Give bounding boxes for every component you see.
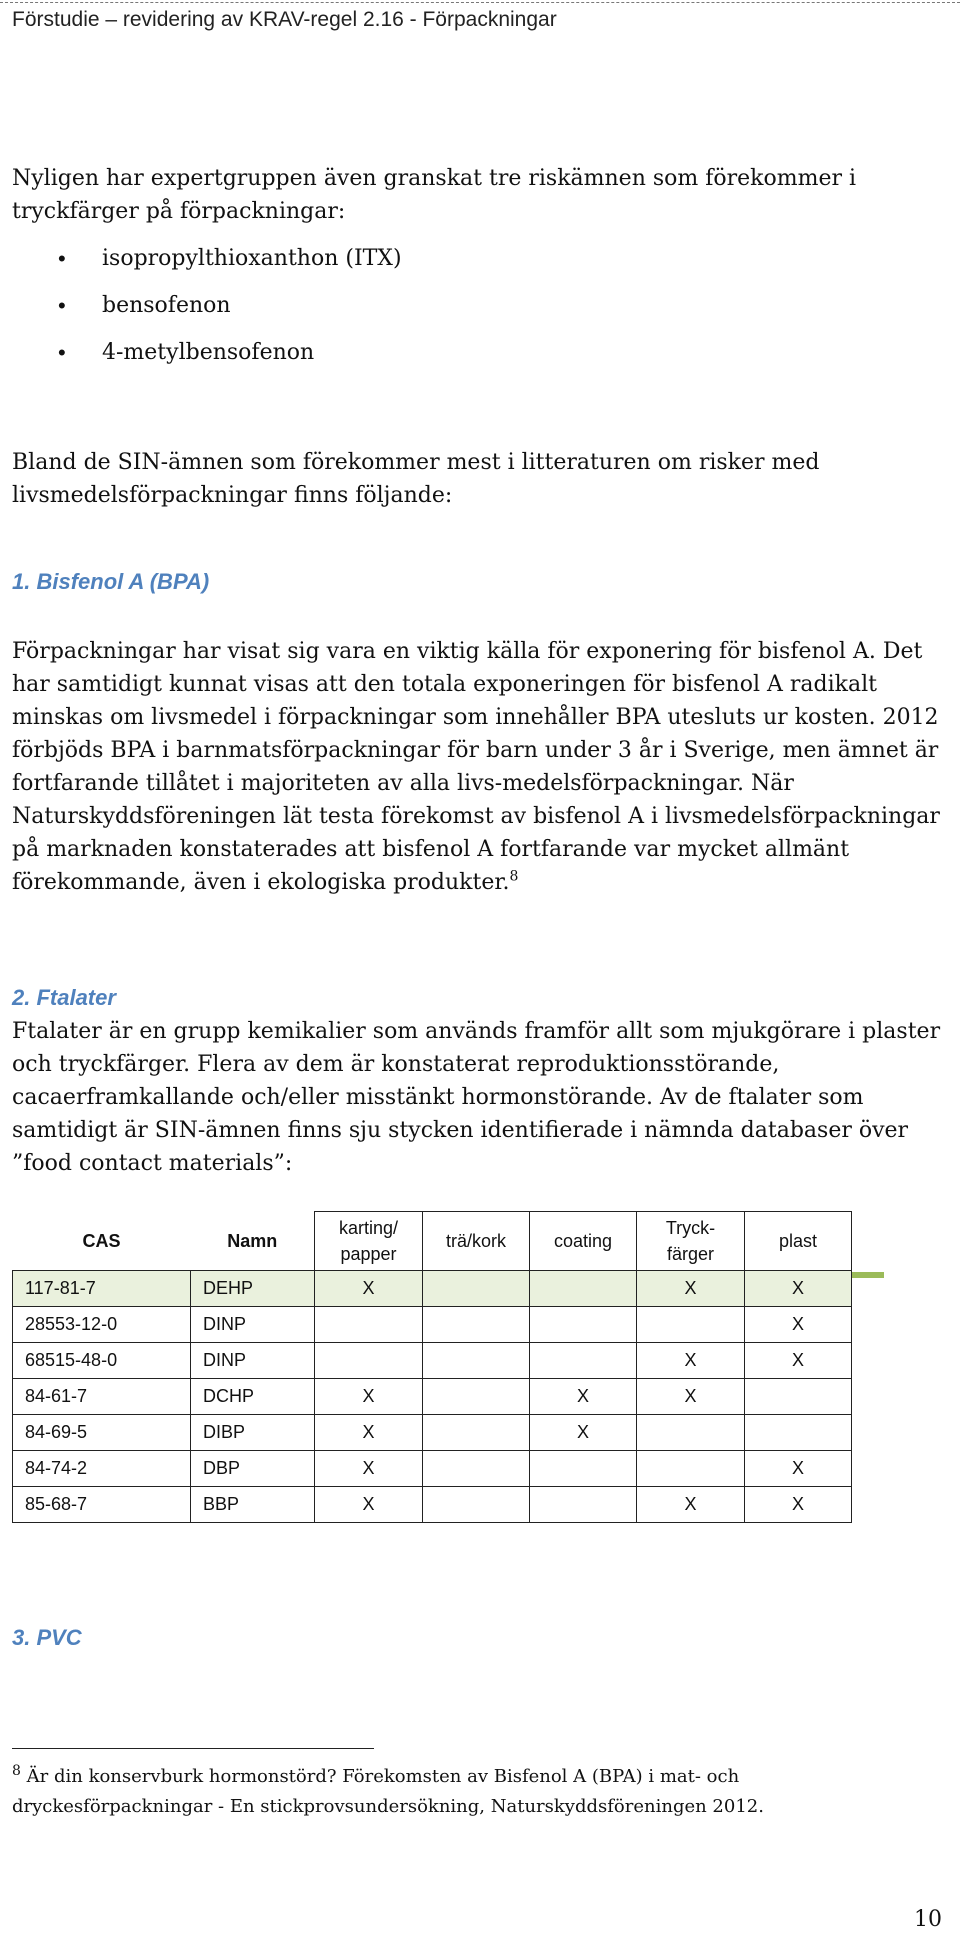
- cell-cas: 28553-12-0: [13, 1307, 191, 1343]
- page-number: 10: [914, 1907, 942, 1932]
- cell-tryckfarger: X: [637, 1487, 745, 1523]
- cell-karting: X: [315, 1487, 423, 1523]
- cell-trakork: [423, 1487, 530, 1523]
- column-header-plast: plast: [745, 1212, 852, 1271]
- bpa-body-text: Förpackningar har visat sig vara en viktig källa för exponering för bisfenol A. Det har samtidigt kunnat visas att den totala exponeringen för bisfenol A radikalt minskas om livsmedel i förpackningar som innehåller BPA utesluts ur kosten. 2012 förbjöds BPA i barnmatsförpackningar för barn under 3 år i Sverige, men ämnet är fortfarande tillåtet i majoriteten av alla livs-medelsförpackningar. När Naturskyddsföreningen lät testa förekomst av bisfenol A i livsmedelsförpackningar på marknaden konstaterades att bisfenol A fortfarande var mycket allmänt förekommande, även i ekologiska produkter.: [12, 639, 940, 895]
- table-row: [13, 1451, 852, 1487]
- column-header-tryckfarger: [637, 1212, 745, 1271]
- footnote-reference[interactable]: 8: [509, 868, 519, 885]
- table-row: [13, 1271, 852, 1307]
- cell-karting: X: [315, 1415, 423, 1451]
- cell-tryckfarger: X: [637, 1343, 745, 1379]
- list-item-label: isopropylthioxanthon (ITX): [102, 246, 402, 271]
- cell-cas: 84-69-5: [13, 1415, 191, 1451]
- column-header-namn: Namn: [191, 1212, 315, 1271]
- section-heading-ftalater: 2. Ftalater: [12, 985, 116, 1010]
- cell-trakork: [423, 1271, 530, 1307]
- cell-trakork: [423, 1379, 530, 1415]
- column-header-coating: coating: [530, 1212, 637, 1271]
- column-header-cas: CAS: [13, 1212, 191, 1271]
- table-row: [13, 1415, 852, 1451]
- cell-trakork: [423, 1343, 530, 1379]
- bullet-icon: •: [58, 246, 66, 271]
- ftalater-paragraph: Ftalater är en grupp kemikalier som används framför allt som mjukgörare i plaster och tryckfärger. Flera av dem är konstaterat reproduktionsstörande, cacaerframkallande och/eller misstänkt hormonstörande. Av de ftalater som samtidigt är SIN-ämnen finns sju stycken identifierade i nämnda databaser över ”food contact materials”:: [12, 1019, 941, 1176]
- list-item: [12, 336, 402, 383]
- cell-namn: DINP: [191, 1343, 315, 1379]
- column-header-trakork: trä/kork: [423, 1212, 530, 1271]
- bullet-icon: •: [58, 293, 66, 318]
- cell-namn: DINP: [191, 1307, 315, 1343]
- running-header: Förstudie – revidering av KRAV-regel 2.16 - Förpackningar: [12, 8, 557, 31]
- cell-plast: X: [745, 1307, 852, 1343]
- cell-karting: X: [315, 1451, 423, 1487]
- footnote-text: Är din konservburk hormonstörd? Förekomsten av Bisfenol A (BPA) i mat- och dryckesförpackningar - En stickprovsundersökning, Naturskyddsföreningen 2012.: [12, 1766, 764, 1817]
- sin-intro-paragraph: Bland de SIN-ämnen som förekommer mest i litteraturen om risker med livsmedelsförpackningar finns följande:: [12, 450, 820, 508]
- footnote: [12, 1762, 932, 1822]
- cell-trakork: [423, 1451, 530, 1487]
- cell-tryckfarger: X: [637, 1271, 745, 1307]
- cell-karting: [315, 1307, 423, 1343]
- cell-coating: X: [530, 1379, 637, 1415]
- cell-coating: [530, 1451, 637, 1487]
- cell-namn: DBP: [191, 1451, 315, 1487]
- risk-substance-list: [12, 242, 402, 383]
- bpa-paragraph: [12, 635, 942, 899]
- cell-coating: [530, 1343, 637, 1379]
- cell-plast: [745, 1379, 852, 1415]
- cell-namn: DEHP: [191, 1271, 315, 1307]
- cell-coating: X: [530, 1415, 637, 1451]
- cell-cas: 84-61-7: [13, 1379, 191, 1415]
- cell-karting: X: [315, 1379, 423, 1415]
- cell-plast: X: [745, 1451, 852, 1487]
- bullet-icon: •: [58, 340, 66, 365]
- table-row: [13, 1307, 852, 1343]
- cell-cas: 84-74-2: [13, 1451, 191, 1487]
- footnote-separator: [12, 1748, 374, 1749]
- cell-cas: 85-68-7: [13, 1487, 191, 1523]
- column-header-tryck-line2: färger: [666, 1244, 715, 1264]
- section-heading-pvc: 3. PVC: [12, 1625, 82, 1650]
- cell-plast: X: [745, 1487, 852, 1523]
- cell-namn: BBP: [191, 1487, 315, 1523]
- section-heading-bpa: 1. Bisfenol A (BPA): [12, 569, 210, 594]
- table-row: [13, 1379, 852, 1415]
- cell-plast: [745, 1415, 852, 1451]
- cell-coating: [530, 1487, 637, 1523]
- list-item: [12, 289, 402, 336]
- cell-plast: X: [745, 1343, 852, 1379]
- cell-tryckfarger: [637, 1451, 745, 1487]
- cell-trakork: [423, 1307, 530, 1343]
- cell-tryckfarger: X: [637, 1379, 745, 1415]
- cell-namn: DCHP: [191, 1379, 315, 1415]
- cell-cas: 68515-48-0: [13, 1343, 191, 1379]
- cell-plast: X: [745, 1271, 852, 1307]
- cell-coating: [530, 1307, 637, 1343]
- list-item-label: bensofenon: [102, 293, 231, 318]
- table-row: [13, 1487, 852, 1523]
- cell-cas: 117-81-7: [13, 1271, 191, 1307]
- ftalater-table: [12, 1211, 852, 1523]
- intro-paragraph: Nyligen har expertgruppen även granskat tre riskämnen som förekommer i tryckfärger på förpackningar:: [12, 166, 857, 224]
- cell-tryckfarger: [637, 1415, 745, 1451]
- list-item: [12, 242, 402, 289]
- column-header-tryck-line1: Tryck-: [665, 1218, 716, 1238]
- cell-karting: X: [315, 1271, 423, 1307]
- cell-tryckfarger: [637, 1307, 745, 1343]
- column-header-karting: [315, 1212, 423, 1271]
- table-row: [13, 1343, 852, 1379]
- column-header-karting-line2: papper: [340, 1244, 397, 1264]
- cell-namn: DIBP: [191, 1415, 315, 1451]
- page-top-rule: [0, 2, 960, 3]
- cell-karting: [315, 1343, 423, 1379]
- cell-coating: [530, 1271, 637, 1307]
- footnote-number: 8: [12, 1763, 21, 1779]
- column-header-karting-line1: karting/: [338, 1218, 399, 1238]
- list-item-label: 4-metylbensofenon: [102, 340, 315, 365]
- cell-trakork: [423, 1415, 530, 1451]
